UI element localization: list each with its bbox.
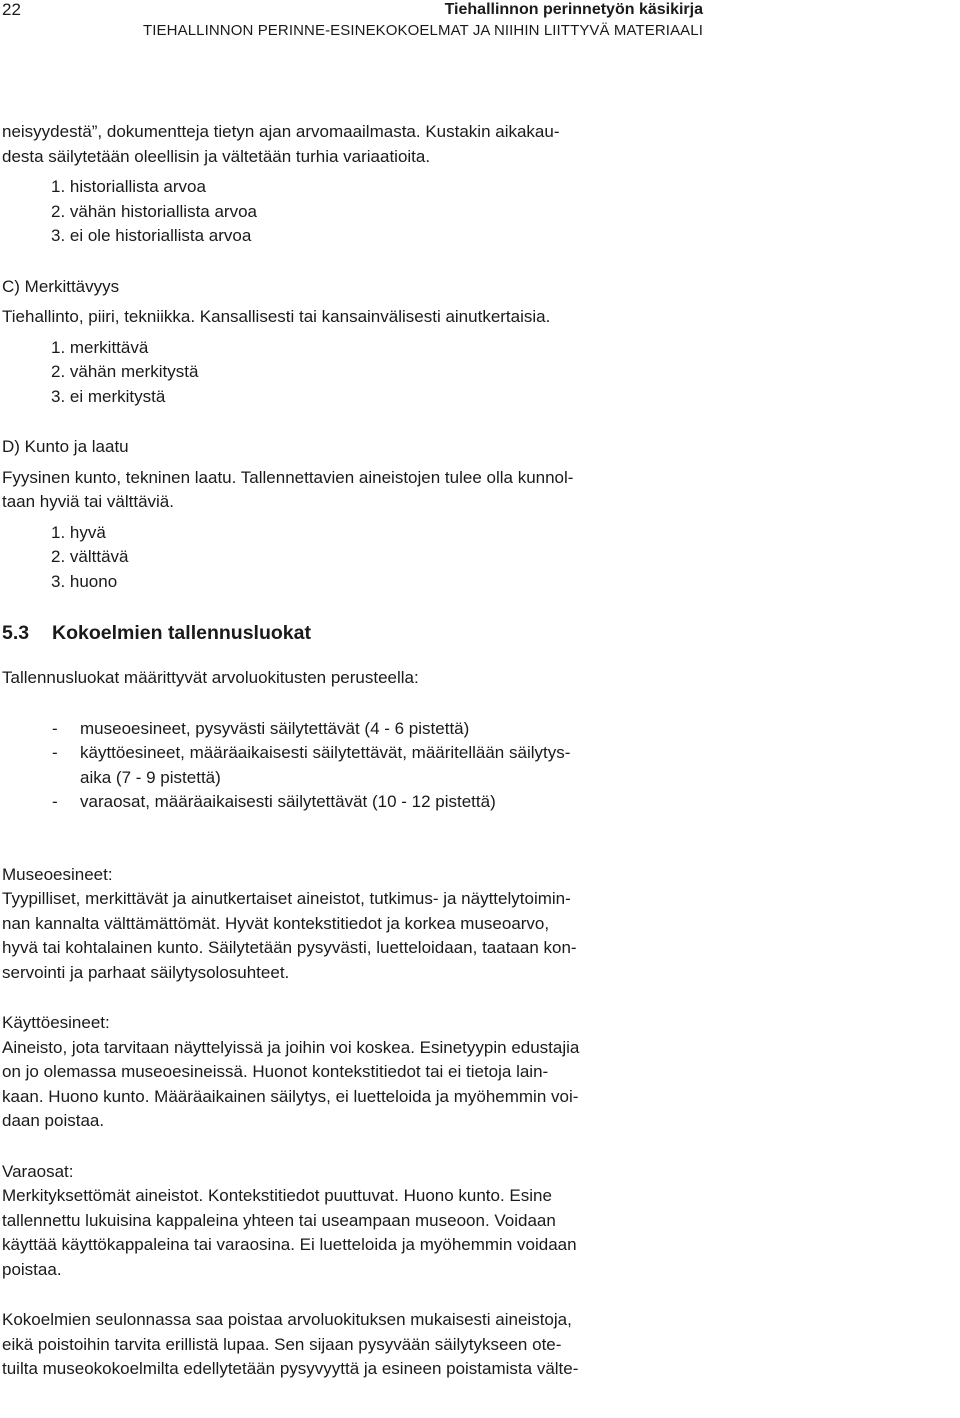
text-line: Merkityksettömät aineistot. Kontekstitiedot puuttuvat. Huono kunto. Esine (2, 1186, 552, 1205)
significance-list (2, 336, 702, 410)
page-header (0, 0, 960, 44)
dash-bullet: - (52, 792, 58, 811)
list-item: 1. hyvä (51, 522, 106, 542)
list-item: 1. historiallista arvoa (51, 177, 206, 196)
list-item: 3. huono (51, 571, 118, 591)
book-title: Tiehallinnon perinnetyön käsikirja (444, 1, 703, 18)
storage-class-list (2, 717, 702, 815)
section-heading-kunto: D) Kunto ja laatu (2, 437, 129, 456)
text-line: tallennettu lukuisina kappaleina yhteen tai useampaan museoon. Voidaan (2, 1210, 556, 1230)
intro-paragraph (2, 120, 702, 169)
text-line: poistaa. (2, 1259, 62, 1279)
text-line: eikä poistoihin tarvita erillistä lupaa. Sen sijaan pysyvään säilytykseen ote- (2, 1334, 562, 1354)
block-heading: Käyttöesineet: (2, 1013, 110, 1032)
page-content (2, 120, 702, 1382)
text-line: Aineisto, jota tarvitaan näyttelyissä ja joihin voi koskea. Esinetyypin edustajia (2, 1037, 580, 1057)
text-line: Tyypilliset, merkittävät ja ainutkertaiset aineistot, tutkimus- ja näyttelytoimin- (2, 889, 571, 908)
block-heading: Varaosat: (2, 1161, 74, 1181)
section-heading-merkittavyys: C) Merkittävyys (2, 276, 120, 296)
list-item: 3. ei merkitystä (51, 386, 166, 406)
list-item: 3. ei ole historiallista arvoa (51, 226, 252, 245)
bullet-text: varaosat, määräaikaisesti säilytettävät (10 - 12 pistettä) (80, 792, 496, 811)
section-intro: Tallennusluokat määrittyvät arvoluokitusten perusteella: (2, 668, 419, 687)
text-line: neisyydestä”, dokumentteja tietyn ajan arvomaailmasta. Kustakin aikakau- (2, 122, 560, 141)
list-item: 2. vähän merkitystä (51, 362, 199, 381)
text-line: käyttää käyttökappaleina tai varaosina. Ei luetteloida ja myöhemmin voidaan (2, 1235, 577, 1254)
text-line: hyvä tai kohtalainen kunto. Säilytetään pysyvästi, luetteloidaan, taataan kon- (2, 938, 577, 957)
list-item (2, 741, 702, 790)
list-item: 2. vähän historiallista arvoa (51, 201, 258, 221)
text-line: tuilta museokokoelmilta edellytetään pysyvyyttä ja esineen poistamista välte- (2, 1359, 579, 1378)
condition-list (2, 521, 702, 595)
kayttoesineet-block (2, 1011, 702, 1134)
dash-bullet: - (52, 718, 58, 738)
varaosat-block (2, 1160, 702, 1283)
list-item: 1. merkittävä (51, 337, 149, 357)
bullet-text: aika (7 - 9 pistettä) (80, 767, 221, 787)
list-item (2, 717, 702, 742)
text-line: taan hyviä tai välttäviä. (2, 492, 174, 511)
list-item: 2. välttävä (51, 547, 129, 566)
text-line: Kokoelmien seulonnassa saa poistaa arvoluokituksen mukaisesti aineistoja, (2, 1310, 572, 1329)
museoesineet-block (2, 863, 702, 986)
bullet-text: museoesineet, pysyvästi säilytettävät (4 - 6 pistettä) (80, 718, 470, 738)
closing-paragraph (2, 1308, 702, 1382)
section-title (2, 620, 702, 646)
historical-value-list (2, 175, 702, 249)
text-line: servointi ja parhaat säilytysolosuhteet. (2, 962, 290, 982)
text-line: Fyysinen kunto, tekninen laatu. Tallennettavien aineistojen tulee olla kunnol- (2, 467, 574, 487)
section-number: 5.3 (2, 622, 30, 644)
text-line: kaan. Huono kunto. Määräaikainen säilytys, ei luetteloida ja myöhemmin voi- (2, 1086, 579, 1106)
page-number: 22 (2, 0, 21, 19)
section-description: Tiehallinto, piiri, tekniikka. Kansallisesti tai kansainvälisesti ainutkertaisia. (2, 307, 551, 326)
text-line: nan kannalta välttämättömät. Hyvät kontekstitiedot ja korkea museoarvo, (2, 913, 550, 933)
text-line: daan poistaa. (2, 1111, 105, 1130)
section-title-text: Kokoelmien tallennusluokat (52, 622, 311, 644)
text-line: desta säilytetään oleellisin ja vältetään turhia variaatioita. (2, 146, 431, 166)
section-description (2, 466, 702, 515)
bullet-text: käyttöesineet, määräaikaisesti säilytettävät, määritellään säilytys- (80, 743, 571, 762)
text-line: on jo olemassa museoesineissä. Huonot kontekstitiedot tai ei tietoja lain- (2, 1062, 549, 1081)
book-subtitle: TIEHALLINNON PERINNE-ESINEKOKOELMAT JA NIIHIN LIITTYVÄ MATERIAALI (143, 22, 703, 39)
block-heading: Museoesineet: (2, 864, 113, 884)
list-item (2, 790, 702, 815)
dash-bullet: - (52, 743, 58, 762)
